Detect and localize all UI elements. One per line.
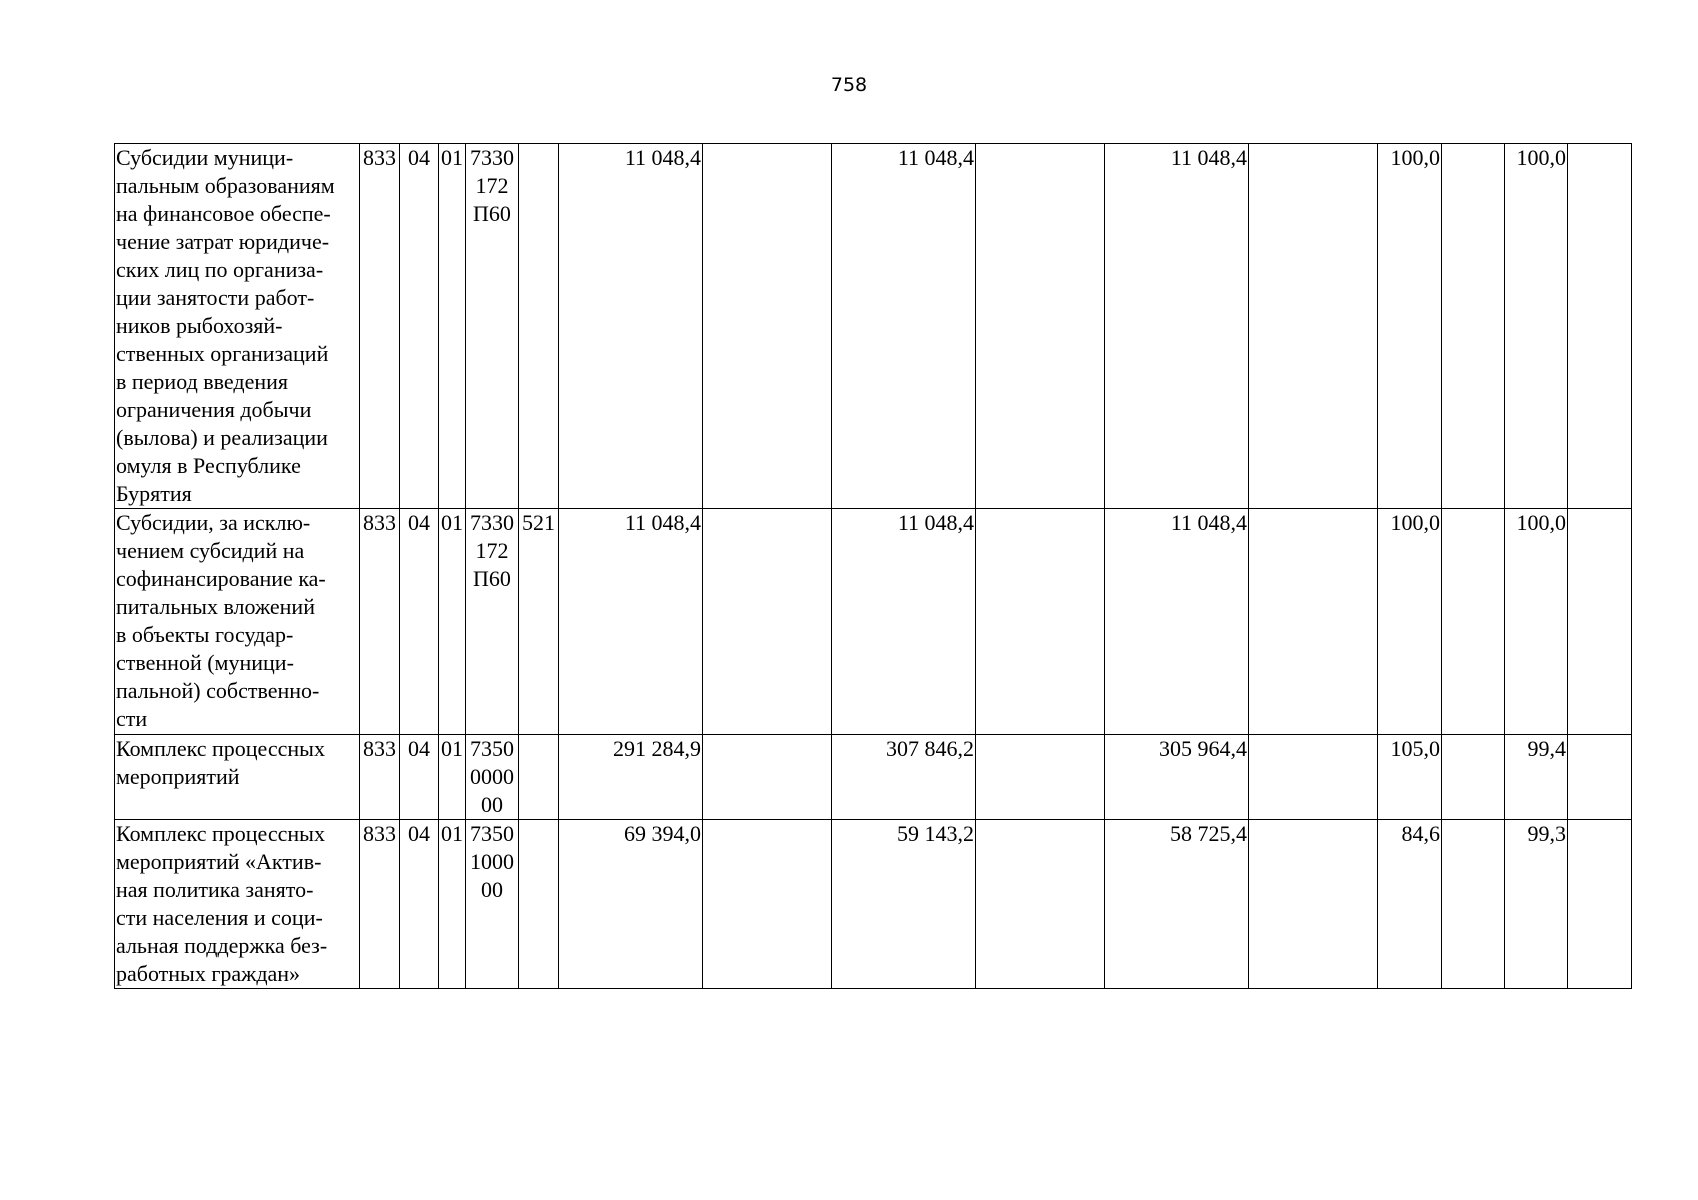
row-name-line: софинансирование ка- [116,566,326,591]
target-article-line: 0000 [470,764,514,789]
subsection-code-cell: 01 [439,509,466,735]
table-row [115,735,1632,820]
approved-amount-cell: 11 048,4 [559,144,703,509]
row-name-line: ции занятости работ- [116,285,315,310]
target-article-line: П60 [473,201,511,226]
ministry-code-cell: 833 [360,820,400,989]
execution-percent-refined-cell: 99,4 [1505,735,1568,820]
row-name-line: ственной (муници- [116,650,294,675]
empty-cell [1249,509,1378,735]
row-name-line: Комплекс процессных [116,736,325,761]
ministry-code-cell: 833 [360,509,400,735]
row-name-line: ников рыбохозяй- [116,313,283,338]
row-name-line: ная политика занято- [116,877,314,902]
row-name-line: Бурятия [116,481,192,506]
expense-type-cell [519,735,559,820]
executed-amount-cell: 58 725,4 [1105,820,1249,989]
row-name-line: ских лиц по организа- [116,257,324,282]
empty-cell [703,735,832,820]
target-article-line: 00 [481,877,503,902]
execution-percent-refined-cell: 99,3 [1505,820,1568,989]
target-article-line: 7350 [470,821,514,846]
empty-cell [1442,820,1505,989]
subsection-code-cell: 01 [439,735,466,820]
budget-table [114,143,1632,989]
row-name-line: ственных организаций [116,341,329,366]
empty-cell [1249,735,1378,820]
target-article-line: 7330 [470,510,514,535]
row-name-line: Комплекс процессных [116,821,325,846]
empty-cell [976,820,1105,989]
row-name-line: Субсидии муници- [116,145,294,170]
subsection-code-cell: 01 [439,820,466,989]
section-code-cell: 04 [400,735,439,820]
executed-amount-cell: 305 964,4 [1105,735,1249,820]
empty-cell [976,735,1105,820]
execution-percent-approved-cell: 100,0 [1378,509,1442,735]
row-name-line: в объекты государ- [116,622,294,647]
target-article-line: П60 [473,566,511,591]
expense-type-cell [519,144,559,509]
empty-cell [976,509,1105,735]
approved-amount-cell: 69 394,0 [559,820,703,989]
section-code-cell: 04 [400,144,439,509]
refined-amount-cell: 11 048,4 [832,144,976,509]
target-article-cell [466,144,519,509]
empty-cell [976,144,1105,509]
expense-type-cell [519,820,559,989]
target-article-line: 172 [475,173,509,198]
section-code-cell: 04 [400,820,439,989]
empty-cell [1442,735,1505,820]
refined-amount-cell: 307 846,2 [832,735,976,820]
approved-amount-cell: 291 284,9 [559,735,703,820]
empty-cell [703,820,832,989]
row-name-line: на финансовое обеспе- [116,201,331,226]
row-name-line: ограничения добычи [116,397,312,422]
empty-cell [703,509,832,735]
expense-type-cell: 521 [519,509,559,735]
subsection-code-cell: 01 [439,144,466,509]
empty-cell [1249,820,1378,989]
empty-cell [1568,735,1632,820]
row-name-line: чение затрат юридиче- [116,229,330,254]
section-code-cell: 04 [400,509,439,735]
execution-percent-approved-cell: 84,6 [1378,820,1442,989]
row-name-line: питальных вложений [116,594,315,619]
execution-percent-approved-cell: 105,0 [1378,735,1442,820]
empty-cell [1442,509,1505,735]
table-row [115,144,1632,509]
target-article-line: 172 [475,538,509,563]
row-name-line: в период введения [116,369,289,394]
table-row [115,820,1632,989]
empty-cell [1249,144,1378,509]
row-name-line: Субсидии, за исклю- [116,510,311,535]
refined-amount-cell: 59 143,2 [832,820,976,989]
row-name-line: сти населения и соци- [116,905,323,930]
row-name-line: сти [116,706,148,731]
executed-amount-cell: 11 048,4 [1105,509,1249,735]
refined-amount-cell: 11 048,4 [832,509,976,735]
target-article-cell [466,509,519,735]
target-article-line: 7350 [470,736,514,761]
ministry-code-cell: 833 [360,735,400,820]
ministry-code-cell: 833 [360,144,400,509]
empty-cell [1568,509,1632,735]
execution-percent-approved-cell: 100,0 [1378,144,1442,509]
row-name-line: мероприятий [116,764,240,789]
row-name-line: пальным образованиям [116,173,335,198]
executed-amount-cell: 11 048,4 [1105,144,1249,509]
row-name-line: (вылова) и реализации [116,425,328,450]
row-name-cell [115,735,360,820]
row-name-line: мероприятий «Актив- [116,849,322,874]
target-article-cell [466,820,519,989]
execution-percent-refined-cell: 100,0 [1505,509,1568,735]
approved-amount-cell: 11 048,4 [559,509,703,735]
empty-cell [1568,144,1632,509]
empty-cell [1442,144,1505,509]
empty-cell [1568,820,1632,989]
execution-percent-refined-cell: 100,0 [1505,144,1568,509]
page-number: 758 [830,74,868,96]
table-row [115,509,1632,735]
row-name-cell [115,509,360,735]
row-name-line: чением субсидий на [116,538,305,563]
row-name-line: омуля в Республике [116,453,301,478]
empty-cell [703,144,832,509]
target-article-line: 00 [481,792,503,817]
row-name-line: пальной) собственно- [116,678,320,703]
row-name-line: альная поддержка без- [116,933,328,958]
target-article-cell [466,735,519,820]
target-article-line: 1000 [470,849,514,874]
row-name-cell [115,144,360,509]
target-article-line: 7330 [470,145,514,170]
row-name-cell [115,820,360,989]
row-name-line: работных граждан» [116,961,301,986]
